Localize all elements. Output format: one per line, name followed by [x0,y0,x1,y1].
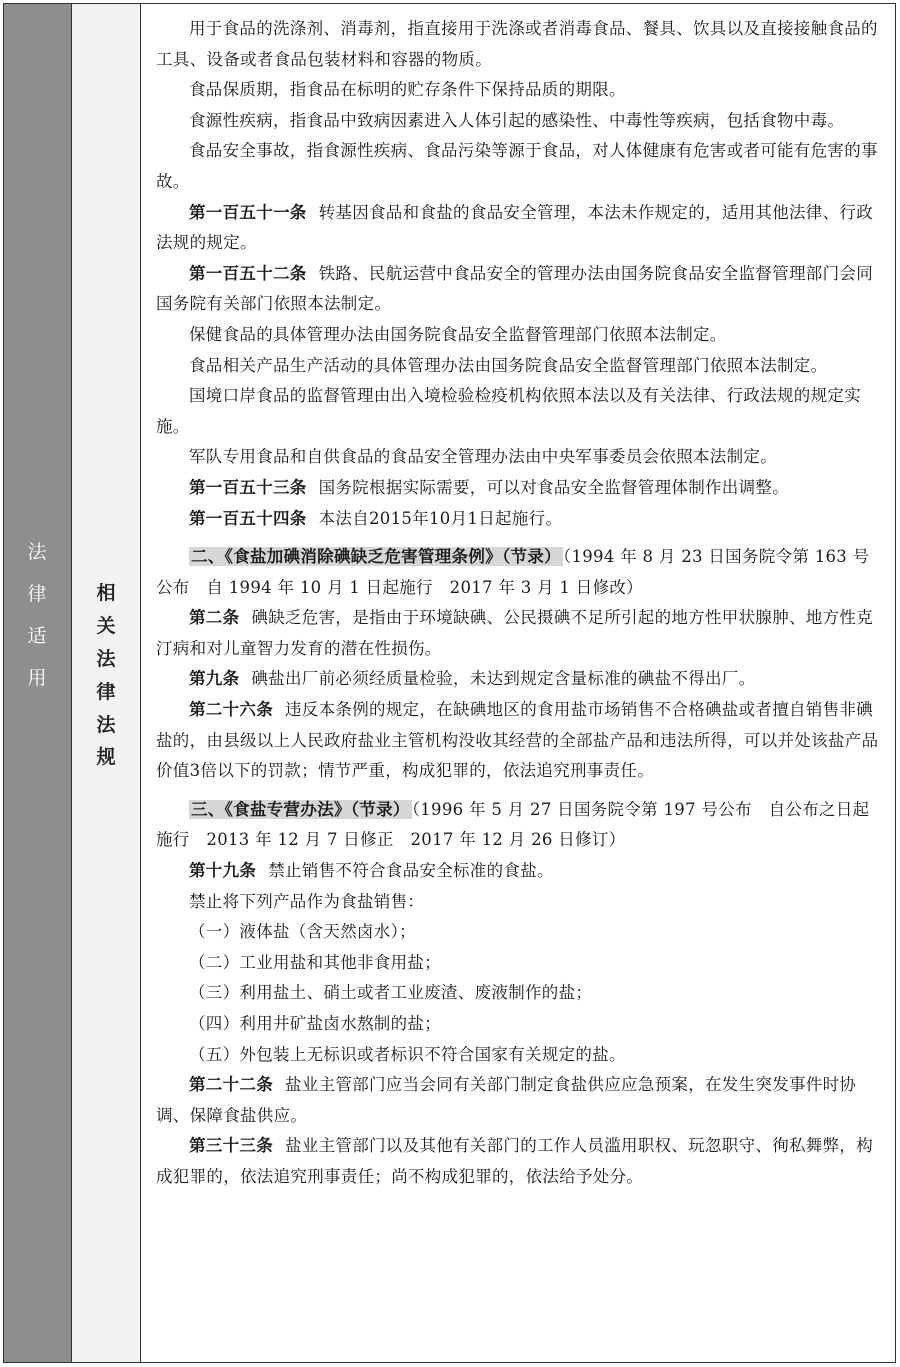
article-text: 本法自2015年10月1日起施行。 [318,508,563,528]
article-paragraph [156,603,886,664]
article-paragraph [156,856,886,887]
section-iodized-salt [156,603,886,787]
article-text: 保健食品的具体管理办法由国务院食品安全监督管理部门依照本法制定。 [189,324,727,344]
article-paragraph [156,75,886,106]
article-number: 第二十六条 [189,700,273,720]
article-number: 第十九条 [189,861,257,881]
article-text: （二）工业用盐和其他非食用盐； [189,952,441,972]
article-paragraph [156,1131,886,1192]
section-note: （1994 年 8 月 23 日国务院令第 163 号公布 自 1994 年 10 月 1 日起施行 2017 年 3 月 1 日修改） [156,547,870,597]
subcategory-char: 律 [96,680,116,703]
article-paragraph [156,106,886,137]
article-text: 转基因食品和食盐的食品安全管理，本法未作规定的，适用其他法律、行政法规的规定。 [156,202,874,253]
article-paragraph [156,978,886,1009]
article-paragraph [156,504,886,535]
article-text: 铁路、民航运营中食品安全的管理办法由国务院食品安全监督管理部门会同国务院有关部门依照本法制定。 [156,263,874,314]
article-text: 碘盐出厂前必须经质量检验，未达到规定含量标准的碘盐不得出厂。 [251,669,756,689]
article-number: 第二十二条 [189,1075,273,1095]
article-paragraph [156,198,886,259]
article-number: 第二条 [189,608,240,628]
article-text: 国境口岸食品的监督管理由出入境检验检疫机构依照本法以及有关法律、行政法规的规定实施。 [156,386,861,436]
article-number: 第三十三条 [189,1136,273,1156]
subcategory-char: 法 [96,713,116,736]
article-text: （四）利用井矿盐卤水熬制的盐； [189,1014,441,1033]
article-text: 违反本条例的规定，在缺碘地区的食用盐市场销售不合格碘盐或者擅自销售非碘盐的，由县级以上人民政府盐业主管机构没收其经营的全部盐产品和违法所得，可以并处该盐产品价值3倍以下的罚款；情节严重，构成犯罪的，依法追究刑事责任。 [156,700,879,781]
article-paragraph [156,320,886,351]
section-title: 二、《食盐加碘消除碘缺乏危害管理条例》（节录） [191,547,561,567]
article-paragraph [156,442,886,473]
article-paragraph [156,136,886,197]
article-paragraph [156,917,886,948]
section-title: 三、《食盐专营办法》（节录） [191,799,410,819]
article-text: 禁止销售不符合食品安全标准的食盐。 [268,861,554,881]
subcategory-char: 规 [96,746,116,769]
article-text: 盐业主管部门以及其他有关部门的工作人员滥用职权、玩忽职守、徇私舞弊，构成犯罪的，依法追究刑事责任；尚不构成犯罪的，依法给予处分。 [156,1136,873,1186]
category-char: 用 [27,667,47,689]
article-number: 第一百五十四条 [189,508,307,528]
article-paragraph [156,664,886,695]
article-text: 禁止将下列产品作为食盐销售： [189,891,425,911]
subcategory-char: 相 [96,582,116,604]
article-text: 碘缺乏危害，是指由于环境缺碘、公民摄碘不足所引起的地方性甲状腺肿、地方性克汀病和对儿童智力发育的潜在性损伤。 [156,608,874,658]
article-paragraph [156,473,886,504]
article-number: 第一百五十一条 [189,202,307,222]
article-paragraph [156,259,886,320]
document-body [156,14,886,1193]
article-paragraph [156,1070,886,1131]
subcategory-char: 关 [96,614,116,637]
article-text: （五）外包装上无标识或者标识不符合国家有关规定的盐。 [189,1044,626,1064]
article-text: 盐业主管部门应当会同有关部门制定食盐供应应急预案，在发生突发事件时协调、保障食盐供应。 [156,1075,857,1125]
article-paragraph [156,381,886,442]
article-text: 国务院根据实际需要，可以对食品安全监督管理体制作出调整。 [318,477,790,497]
article-text: 食源性疾病，指食品中致病因素进入人体引起的感染性、中毒性等疾病，包括食物中毒。 [189,110,845,130]
article-paragraph [156,351,886,382]
article-text: 食品安全事故，指食源性疾病、食品污染等源于食品，对人体健康有危害或者可能有危害的事故。 [156,141,878,191]
article-number: 第九条 [189,669,240,689]
article-paragraph [156,1009,886,1040]
section-heading [156,542,886,603]
article-text: 军队专用食品和自供食品的食品安全管理办法由中央军事委员会依照本法制定。 [189,447,777,467]
article-text: 食品相关产品生产活动的具体管理办法由国务院食品安全监督管理部门依照本法制定。 [189,355,828,375]
article-paragraph [156,887,886,918]
section-heading [156,795,886,856]
article-text: 食品保质期，指食品在标明的贮存条件下保持品质的期限。 [189,80,626,100]
article-text: （一）液体盐（含天然卤水）； [189,922,416,942]
article-text: 用于食品的洗涤剂、消毒剂，指直接用于洗涤或者消毒食品、餐具、饮具以及直接接触食品的工具、设备或者食品包装材料和容器的物质。 [156,19,878,69]
article-paragraph [156,695,886,787]
article-number: 第一百五十三条 [189,477,307,497]
article-paragraph [156,948,886,979]
category-char: 律 [27,583,47,605]
article-text: （三）利用盐土、硝土或者工业废渣、废液制作的盐； [189,983,593,1003]
article-number: 第一百五十二条 [189,263,307,283]
section-note: （1996 年 5 月 27 日国务院令第 197 号公布 自公布之日起施行 2013 年 12 月 7 日修正 2017 年 12 月 26 日修订） [156,799,870,850]
section-salt-monopoly [156,856,886,1193]
subcategory-char: 法 [96,647,116,670]
category-char: 法 [27,541,47,563]
category-char: 适 [27,625,47,647]
section-food-safety-law [156,14,886,534]
article-paragraph [156,1040,886,1071]
article-paragraph [156,14,886,75]
